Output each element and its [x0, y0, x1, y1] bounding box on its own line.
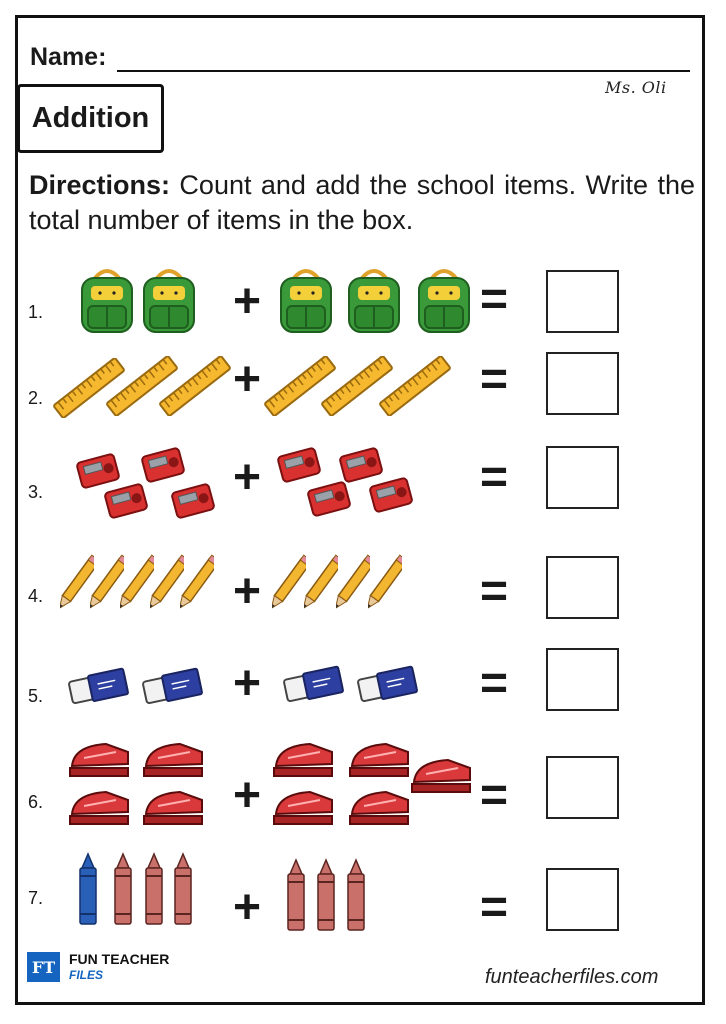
footer-url: funteacherfiles.com	[485, 966, 659, 988]
worksheet-title: Addition	[17, 84, 164, 153]
answer-box[interactable]	[546, 868, 619, 931]
equals-sign: =	[480, 769, 509, 822]
equals-sign: =	[480, 657, 509, 710]
logo-badge: FT	[27, 952, 60, 982]
answer-box[interactable]	[546, 446, 619, 509]
logo-text-line2: FILES	[69, 968, 104, 982]
name-write-line[interactable]	[117, 70, 690, 72]
answer-box[interactable]	[546, 556, 619, 619]
answer-box[interactable]	[546, 648, 619, 711]
equals-sign: =	[480, 451, 509, 504]
name-label: Name:	[30, 43, 107, 71]
plus-sign: +	[233, 565, 262, 618]
equals-sign: =	[480, 353, 509, 406]
equals-sign: =	[480, 881, 509, 934]
directions-text: Count and add the school items. Write the total number of items in the box.	[29, 170, 695, 235]
directions-lead: Directions:	[29, 170, 171, 200]
problem-number: 7.	[28, 888, 44, 908]
plus-sign: +	[233, 881, 262, 934]
problem-number: 1.	[28, 302, 44, 322]
answer-box[interactable]	[546, 756, 619, 819]
equals-sign: =	[480, 565, 509, 618]
logo-text-line1: FUN TEACHER	[69, 951, 170, 967]
plus-sign: +	[233, 353, 262, 406]
plus-sign: +	[233, 769, 262, 822]
problem-number: 5.	[28, 686, 44, 706]
equals-sign: =	[480, 273, 509, 326]
author-signature: Ms. Oli	[605, 78, 667, 97]
plus-sign: +	[233, 275, 262, 328]
answer-box[interactable]	[546, 352, 619, 415]
problem-number: 3.	[28, 482, 44, 502]
answer-box[interactable]	[546, 270, 619, 333]
problem-number: 2.	[28, 388, 44, 408]
directions	[29, 168, 695, 238]
problem-number: 6.	[28, 792, 44, 812]
plus-sign: +	[233, 451, 262, 504]
plus-sign: +	[233, 657, 262, 710]
problem-number: 4.	[28, 586, 44, 606]
